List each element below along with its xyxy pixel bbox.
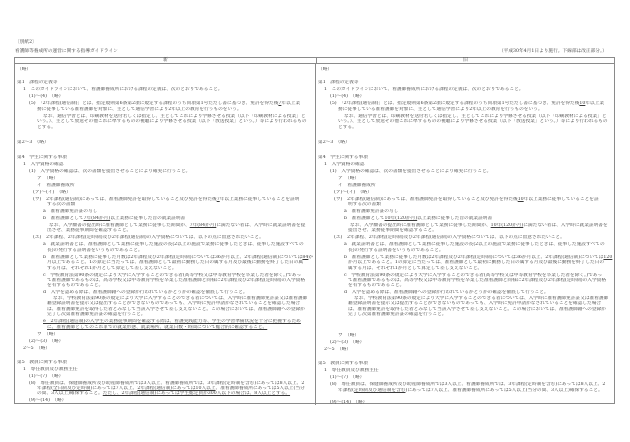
text-segment: )にあっては7人以上、准看護師養成所にあっては5人以上(当分の間、3人以上)確保すること。 bbox=[405, 387, 603, 393]
old-text-line: イ 看護師養成所 bbox=[338, 182, 376, 188]
text-segment: )にあっては7人以上、 bbox=[90, 385, 138, 391]
new-text-line: ウ （略） bbox=[37, 331, 59, 337]
old-text-line: なお、通信学習とは、印刷教材を送付若しくは指定し、主としてこれにより学修させる授業（以下「印刷教材による授業」と bbox=[344, 113, 607, 119]
text-segment: b 准看護師として業務に従事した月数は2年課程及び2年課程(定時制)については36か月以上、2年課程(通信制)については bbox=[43, 254, 303, 260]
new-column-header: 新 bbox=[15, 58, 317, 63]
new-text-line: を有するものであること。 bbox=[47, 283, 104, 289]
text-segment: に満たない者は、入学時に就業証明書を提 bbox=[216, 223, 306, 229]
new-text-line: (1)～(4) （略） bbox=[29, 94, 64, 100]
new-text-line: （略） bbox=[17, 67, 32, 73]
amended-text: 10年(120か月) bbox=[384, 216, 418, 222]
text-segment: 年以上業 bbox=[281, 101, 301, 107]
text-segment: b 准看護師として bbox=[344, 216, 385, 222]
new-text-line: (ア)～(イ) （略） bbox=[33, 189, 71, 195]
new-text-line: する次の書類 bbox=[47, 202, 76, 208]
new-text-line: (9)～(14) （略） bbox=[29, 398, 67, 404]
amended-text: ただし、2年課程(通信制)にあっては学生総定員が300人以下の場合は、8人以上とする。 bbox=[102, 391, 291, 397]
new-text-line: 務に従事している准看護師を対象に、主として通信学習により2年以上の教育を行うものをいう。 bbox=[37, 106, 242, 112]
old-text-line: 第2～3 （略） bbox=[318, 139, 350, 145]
text-segment: (ウ) 2年課程(通信制)にあっては、准看護師免許を取得していること及び免許を得た後 bbox=[334, 196, 518, 202]
old-text-line: (ア)～(イ) （略） bbox=[334, 189, 372, 195]
new-text-line: 第1 課程の定義等 bbox=[17, 80, 58, 86]
old-column-header: 旧 bbox=[463, 58, 468, 63]
old-text-line: 属する月は、それぞれ1か月として算定して差し支えないこと。 bbox=[348, 265, 483, 271]
document-title: 看護師等養成所の運営に関する指導ガイドライン bbox=[15, 49, 118, 54]
new-text-line: 出させ、業務従事期間を確認すること。 bbox=[47, 228, 132, 234]
old-text-line: 明する次の書類 bbox=[348, 202, 381, 208]
text-segment: 以上業務に従事した旨の就業証明書 bbox=[417, 216, 493, 222]
new-text-line: (エ) 2年課程、2年課程(定時制)及び2年課程(通信制)の入学資格については、以下の点に留意されたいこと。 bbox=[33, 235, 264, 241]
new-text-line: 1 入学資格の確認 bbox=[23, 161, 64, 167]
text-segment: 以上業務に従事した旨の就業証明書 bbox=[110, 216, 186, 222]
amended-text: 120 bbox=[603, 254, 613, 260]
new-text-line: 第5 教員に関する事項 bbox=[17, 359, 67, 365]
new-text-line: a 准看護師免許証の写し bbox=[43, 209, 98, 215]
text-segment: 年以上業務に従事していることを証明 bbox=[219, 196, 300, 202]
old-text-line: 1 入学資格の確認 bbox=[324, 161, 365, 167]
amended-text: 7 bbox=[278, 101, 282, 107]
old-text-line: a 就業証明書とは、准看護師として業務に従事した施設の長(2以上の施設で業務に従事したときは、従事した施設すべての bbox=[344, 242, 605, 248]
new-text-line: なお、学校教育法第90条の規定により大学に入学することのできる者については、入学時に准看護師免許証又は准看護師 bbox=[53, 295, 308, 301]
new-text-line: は、准看護師免許を取得した者とみなして当該入学させて差し支えないこと。この場合においては、准看護師籍への登録が bbox=[47, 306, 305, 312]
old-text-line: (9)～(14) （略） bbox=[330, 399, 368, 405]
new-text-line: 1 専任教員及び教務主任 bbox=[23, 366, 78, 372]
new-text-line: 2～5 （略） bbox=[23, 345, 51, 351]
amended-text: 2年課程(通信制)にあっては10人以上 bbox=[137, 385, 216, 391]
amended-text: 全日制及び定時制 bbox=[52, 385, 91, 391]
attachment-label: 〔別紙2〕 bbox=[15, 40, 37, 45]
amended-text: 10 bbox=[517, 196, 524, 202]
amended-text: に、准看護師としてのこれまでの就業形態、就業場所、就業日数・時間について総合的に確認すること。 bbox=[47, 324, 268, 330]
text-segment: (5) 「2年課程(通信制)」とは、指定規則第6条第2項に規定する課程のうち同項第1号ただし書に基づき、免許を得た後 bbox=[330, 101, 580, 107]
text-segment: 年以上業 bbox=[585, 101, 605, 107]
old-text-line: (8) 専任教員は、保健師養成所及び助産師養成所では3人以上、看護師養成所では、3年課程(定時制を含む)にあっては8人以上、2 bbox=[330, 382, 606, 388]
new-text-line: イ 看護師養成所 bbox=[37, 182, 75, 188]
old-text-line: て准看護師であるものは、高等学校又は中等教育学校を卒業した准看護師と同様に2年課程及び2年課程(定時制)の入学資格 bbox=[348, 278, 607, 284]
new-text-line: (8) 専任教員は、保健師養成所及び助産師養成所では3人以上、看護師養成所では、3年課程(定時制を含む)にあっては8人以上、2 bbox=[29, 380, 305, 386]
old-text-line: 長)の発行する証明書をいうものであること。 bbox=[348, 247, 444, 253]
old-text-line: c 学校教育法第90条の規定により大学に入学することのできる者(高等学校又は中等教育学校を卒業した者を除く。)であっ bbox=[344, 272, 603, 278]
text-segment: か bbox=[308, 254, 314, 260]
old-text-line: ウ （略） bbox=[338, 333, 360, 339]
old-text-line: 第4 学生に関する事項 bbox=[318, 154, 368, 160]
old-text-line: 籍登録証明書を提示又は提出することができないものであっても、入学時に免許申請がなされていることを確認した場合 bbox=[348, 301, 602, 307]
new-text-line: (1) 入学資格の確認は、次の書類を提出させることにより確実に行うこと。 bbox=[29, 168, 191, 174]
new-text-line: 籍登録証明書を提示又は提出することができないものであっても、入学時に免許申請がなされていることを確認した場合 bbox=[47, 301, 301, 307]
enforcement-note: （平成30年4月1日より施行。下線部は改正部分。） bbox=[498, 49, 607, 54]
new-text-line bbox=[15, 216, 315, 221]
text-segment: 、准看護師養成所にあっては5人以上(当分 bbox=[215, 385, 305, 391]
old-text-line: a 准看護師免許証の写し bbox=[344, 209, 399, 215]
new-text-line: 月以上であること。1の算定に当たっては、准看護師として最初に勤務した日の属する月及び最後に勤務を終了した日の属 bbox=[47, 260, 304, 266]
text-segment: 年以上業務に従事していることを証 bbox=[523, 196, 599, 202]
old-text-line: 務に従事している准看護師を対象に、主として通信学習により2年以上の教育を行うものをいう。 bbox=[338, 106, 543, 112]
table-body bbox=[15, 64, 614, 405]
new-text-line: 第4 学生に関する事項 bbox=[17, 154, 67, 160]
old-text-line: いう。）、主として放送その他これに準ずるものの視聴により学修させる授業（以下「放送授業」という。）等により行われるもの bbox=[338, 119, 608, 125]
amended-text: 7年(84か月) bbox=[83, 216, 111, 222]
new-text-line: 1 このガイドラインにおいて、看護師養成所における課程の定義は、次のとおりであること。 bbox=[23, 87, 223, 93]
amended-text: 10年(120か月) bbox=[490, 223, 524, 229]
new-text-line: 第2～3 （略） bbox=[17, 139, 49, 145]
old-text-line: 第5 教員に関する事項 bbox=[318, 361, 368, 367]
new-text-line: する月は、それぞれ1か月として算定して差し支えないこと。 bbox=[47, 265, 177, 271]
old-text-line bbox=[316, 388, 614, 393]
amended-text: e 2年課程(通信制)の入学生の業務従事期間を確認する際は、看護実践能力等、学生の学習準備状況を十分に把握するため bbox=[43, 319, 301, 325]
new-text-line: とする。 bbox=[37, 124, 56, 130]
old-text-line: (1)～(7) （略） bbox=[330, 375, 365, 381]
text-segment: b 准看護師として bbox=[43, 216, 84, 222]
new-text-line: a 就業証明書とは、准看護師として業務に従事した施設の長(2以上の施設で業務に従事したときは、従事した施設すべての bbox=[43, 242, 304, 248]
text-segment: (5) 「2年課程(通信制)」とは、指定規則第6条第2項に規定する課程のうち同項第1号ただし書に基づき、免許を得た後 bbox=[29, 101, 279, 107]
new-text-line: d 入学を認める際は、准看護師籍への登録が行われているかどうかの確認を徹底して行うこと。 bbox=[43, 290, 248, 296]
new-text-line: (2)～(3) （略） bbox=[29, 338, 64, 344]
old-text-line: 第1 課程の定義等 bbox=[318, 80, 359, 86]
comparison-table bbox=[14, 57, 615, 404]
old-text-line: 提出させ、業務従事期間を確認すること。 bbox=[348, 228, 437, 234]
text-segment: b 准看護師として業務に従事した月数は2年課程及び2年課程(定時制)については36か月以上、2年課程(通信制)については bbox=[344, 254, 604, 260]
old-text-line: (2)～(3) （略） bbox=[330, 340, 365, 346]
old-text-line: 1 専任教員及び教務主任 bbox=[324, 368, 379, 374]
old-text-line: （略） bbox=[318, 67, 333, 73]
old-text-line bbox=[316, 216, 614, 221]
old-text-line: (エ) 2年課程、2年課程(定時制)及び2年課程(通信制)の入学資格については、以下の点に留意されたいこと。 bbox=[334, 235, 565, 241]
new-text-line bbox=[15, 325, 315, 330]
text-segment: 年課程( bbox=[338, 387, 354, 393]
new-text-line: 長)の発行する証明書をいうものであること。 bbox=[47, 247, 143, 253]
new-text-line: なお、通信学習とは、印刷教材を送付若しくは指定し、主としてこれにより学修させる授業（以下「印刷教材による授業」と bbox=[43, 113, 306, 119]
old-text-line: (1)～(4) （略） bbox=[330, 94, 365, 100]
amended-text: 7年(84か月) bbox=[189, 223, 217, 229]
old-column-text bbox=[316, 64, 614, 405]
old-text-line: 1 このガイドラインにおいて、看護師養成所における課程の定義は、次のとおりであること。 bbox=[324, 87, 524, 93]
new-text-line: て准看護師であるものは、高等学校又は中等教育学校を卒業した准看護師と同様に2年課程及び2年課程(定時制)の入学資格 bbox=[47, 278, 306, 284]
amended-text: 定時制及び通信制を含む bbox=[353, 387, 406, 393]
amended-text: 10 bbox=[579, 101, 586, 107]
old-text-line: なお、学校教育法第90条の規定により大学に入学することのできる者については、入学時に准看護師免許証又は准看護師 bbox=[354, 295, 609, 301]
new-text-line: (1)～(7) （略） bbox=[29, 373, 64, 379]
text-segment: なお、入学願書の提出時に准看護師として業務に従事した期間が、 bbox=[350, 223, 491, 229]
text-segment: の間、3人以上)確保すること。 bbox=[37, 391, 103, 397]
new-text-line: いう。）、主として放送その他これに準ずるものの視聴により学修させる授業（以下「放送授業」という。）等により行われるもの bbox=[37, 119, 307, 125]
text-segment: 年課程( bbox=[37, 385, 53, 391]
text-segment: (ウ) 2年課程(通信制)にあっては、准看護師免許を取得していること及び免許を得た後 bbox=[33, 196, 217, 202]
amended-text: 7 bbox=[216, 196, 220, 202]
new-text-line: c 学校教育法第90条の規定により大学に入学することのできる者(高等学校又は中等教育学校を卒業した者を除く。)であっ bbox=[43, 272, 302, 278]
new-text-line: 完了し次第准看護師免許証の確認を行うこと。 bbox=[47, 312, 146, 318]
new-text-line: ア （略） bbox=[37, 175, 59, 181]
old-text-line: ア （略） bbox=[338, 175, 360, 181]
old-text-line: 完了し次第准看護師免許証の確認を行うこと。 bbox=[348, 312, 447, 318]
new-column-text bbox=[15, 64, 316, 405]
old-text-line: 2～5 （略） bbox=[324, 347, 352, 353]
old-text-line: を有するものであること。 bbox=[348, 283, 405, 289]
old-text-line: d 入学を認める際は、准看護師籍への登録が行われているかどうかの確認を徹底して行うこと。 bbox=[344, 290, 549, 296]
old-text-line: (1) 入学資格の確認は、次の書類を提出させることにより確実に行うこと。 bbox=[330, 168, 492, 174]
old-text-line: か月以上であること。1の算定に当たっては、准看護師として最初に勤務した日の属する月及び最後に勤務を終了した日の bbox=[348, 260, 605, 266]
new-text-line bbox=[15, 391, 315, 396]
amended-text: 84 bbox=[302, 254, 309, 260]
text-segment: なお、入学願書の提出時に准看護師として業務に従事した期間が、 bbox=[49, 223, 190, 229]
old-text-line: とする。 bbox=[338, 124, 357, 130]
old-text-line: は、准看護師免許を取得した者とみなして当該入学させて差し支えないこと。この場合においては、准看護師籍への登録が bbox=[348, 306, 606, 312]
text-segment: に満たない者は、入学時に就業証明書を bbox=[523, 223, 608, 229]
